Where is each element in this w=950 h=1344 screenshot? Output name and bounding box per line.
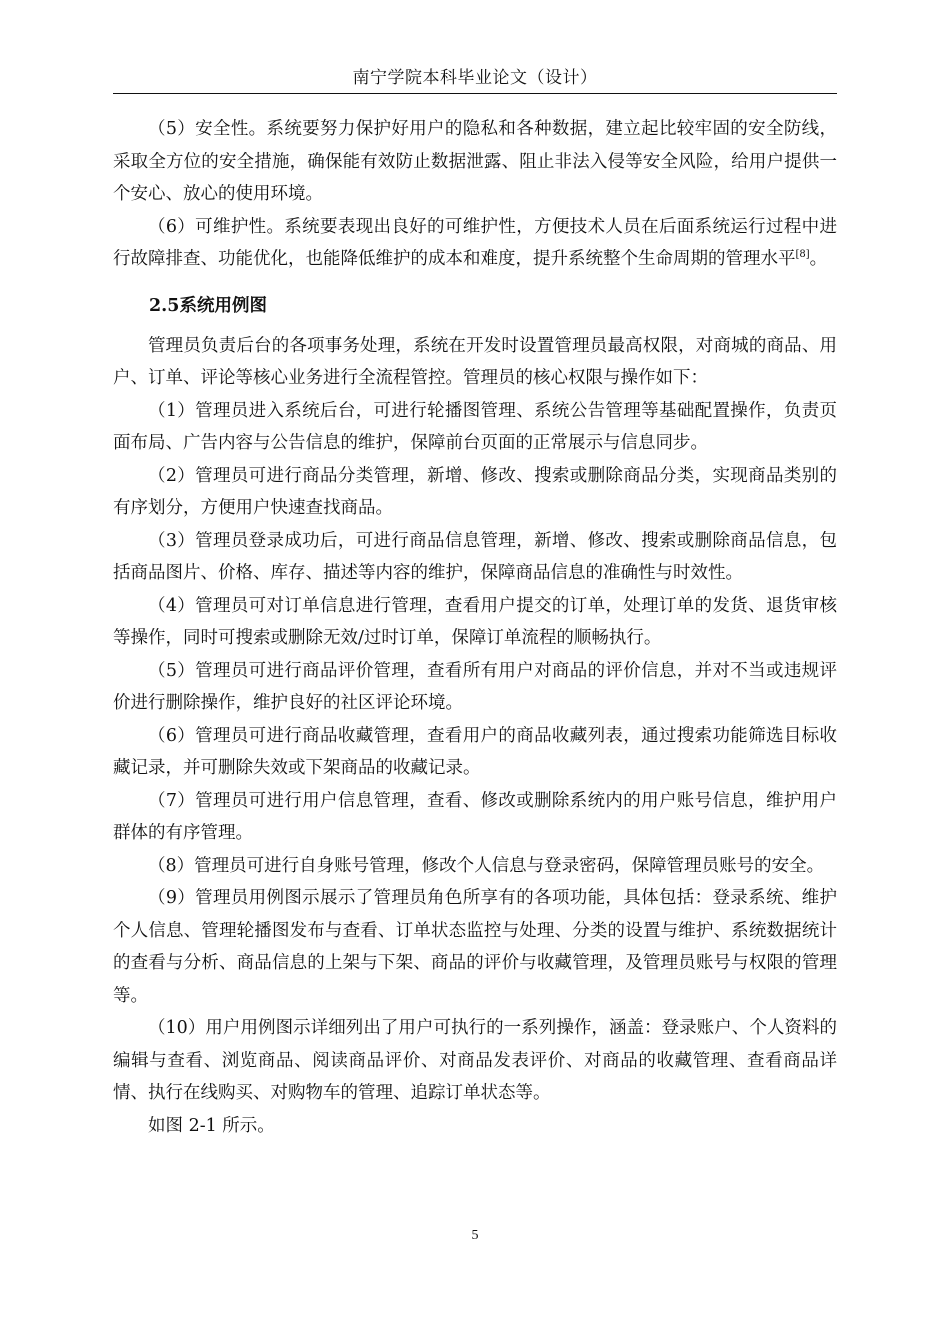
citation-reference: [8] xyxy=(795,249,810,261)
page-number: 5 xyxy=(471,1228,479,1243)
paragraph-admin-intro: 管理员负责后台的各项事务处理，系统在开发时设置管理员最高权限，对商城的商品、用户、订单、评论等核心业务进行全流程管控。管理员的核心权限与操作如下： xyxy=(113,335,837,388)
paragraph-admin-item-4: （4）管理员可对订单信息进行管理，查看用户提交的订单，处理订单的发货、退货审核等操作，同时可搜索或删除无效/过时订单，保障订单流程的顺畅执行。 xyxy=(113,595,837,648)
document-body xyxy=(113,113,837,1142)
paragraph-admin-item-7: （7）管理员可进行用户信息管理，查看、修改或删除系统内的用户账号信息，维护用户群体的有序管理。 xyxy=(113,790,837,843)
header-divider xyxy=(113,93,837,94)
paragraph-admin-item-1: （1）管理员进入系统后台，可进行轮播图管理、系统公告管理等基础配置操作，负责页面布局、广告内容与公告信息的维护，保障前台页面的正常展示与信息同步。 xyxy=(113,400,837,453)
paragraph-security: （5）安全性。系统要努力保护好用户的隐私和各种数据，建立起比较牢固的安全防线，采取全方位的安全措施，确保能有效防止数据泄露、阻止非法入侵等安全风险，给用户提供一个安心、放心的使用环境。 xyxy=(113,119,837,204)
paragraph-user-item-10: （10）用户用例图示详细列出了用户可执行的一系列操作，涵盖：登录账户、个人资料的编辑与查看、浏览商品、阅读商品评价、对商品发表评价、对商品的收藏管理、查看商品详情、执行在线购买、对购物车的管理、追踪订单状态等。 xyxy=(113,1018,837,1103)
page-header-title: 南宁学院本科毕业论文（设计） xyxy=(352,68,598,88)
paragraph-figure-reference: 如图 2-1 所示。 xyxy=(148,1115,275,1136)
paragraph-maintainability xyxy=(113,211,837,276)
maintainability-end: 。 xyxy=(809,249,828,269)
maintainability-text: （6）可维护性。系统要表现出良好的可维护性，方便技术人员在后面系统运行过程中进行故障排查、功能优化，也能降低维护的成本和难度，提升系统整个生命周期的管理水平 xyxy=(113,216,837,269)
paragraph-admin-item-9: （9）管理员用例图示展示了管理员角色所享有的各项功能，具体包括：登录系统、维护个人信息、管理轮播图发布与查看、订单状态监控与处理、分类的设置与维护、系统数据统计的查看与分析、商品信息的上架与下架、商品的评价与收藏管理，及管理员账号与权限的管理等。 xyxy=(113,888,837,1006)
paragraph-admin-item-6: （6）管理员可进行商品收藏管理，查看用户的商品收藏列表，通过搜索功能筛选目标收藏记录，并可删除失效或下架商品的收藏记录。 xyxy=(113,725,837,778)
paragraph-admin-item-3: （3）管理员登录成功后，可进行商品信息管理，新增、修改、搜索或删除商品信息，包括商品图片、价格、库存、描述等内容的维护，保障商品信息的准确性与时效性。 xyxy=(113,530,837,583)
paragraph-admin-item-2: （2）管理员可进行商品分类管理，新增、修改、搜索或删除商品分类，实现商品类别的有序划分，方便用户快速查找商品。 xyxy=(113,465,837,518)
paragraph-admin-item-8: （8）管理员可进行自身账号管理，修改个人信息与登录密码，保障管理员账号的安全。 xyxy=(148,855,825,876)
section-heading: 2.5系统用例图 xyxy=(149,295,267,316)
paragraph-admin-item-5: （5）管理员可进行商品评价管理，查看所有用户对商品的评价信息，并对不当或违规评价进行删除操作，维护良好的社区评论环境。 xyxy=(113,660,837,713)
